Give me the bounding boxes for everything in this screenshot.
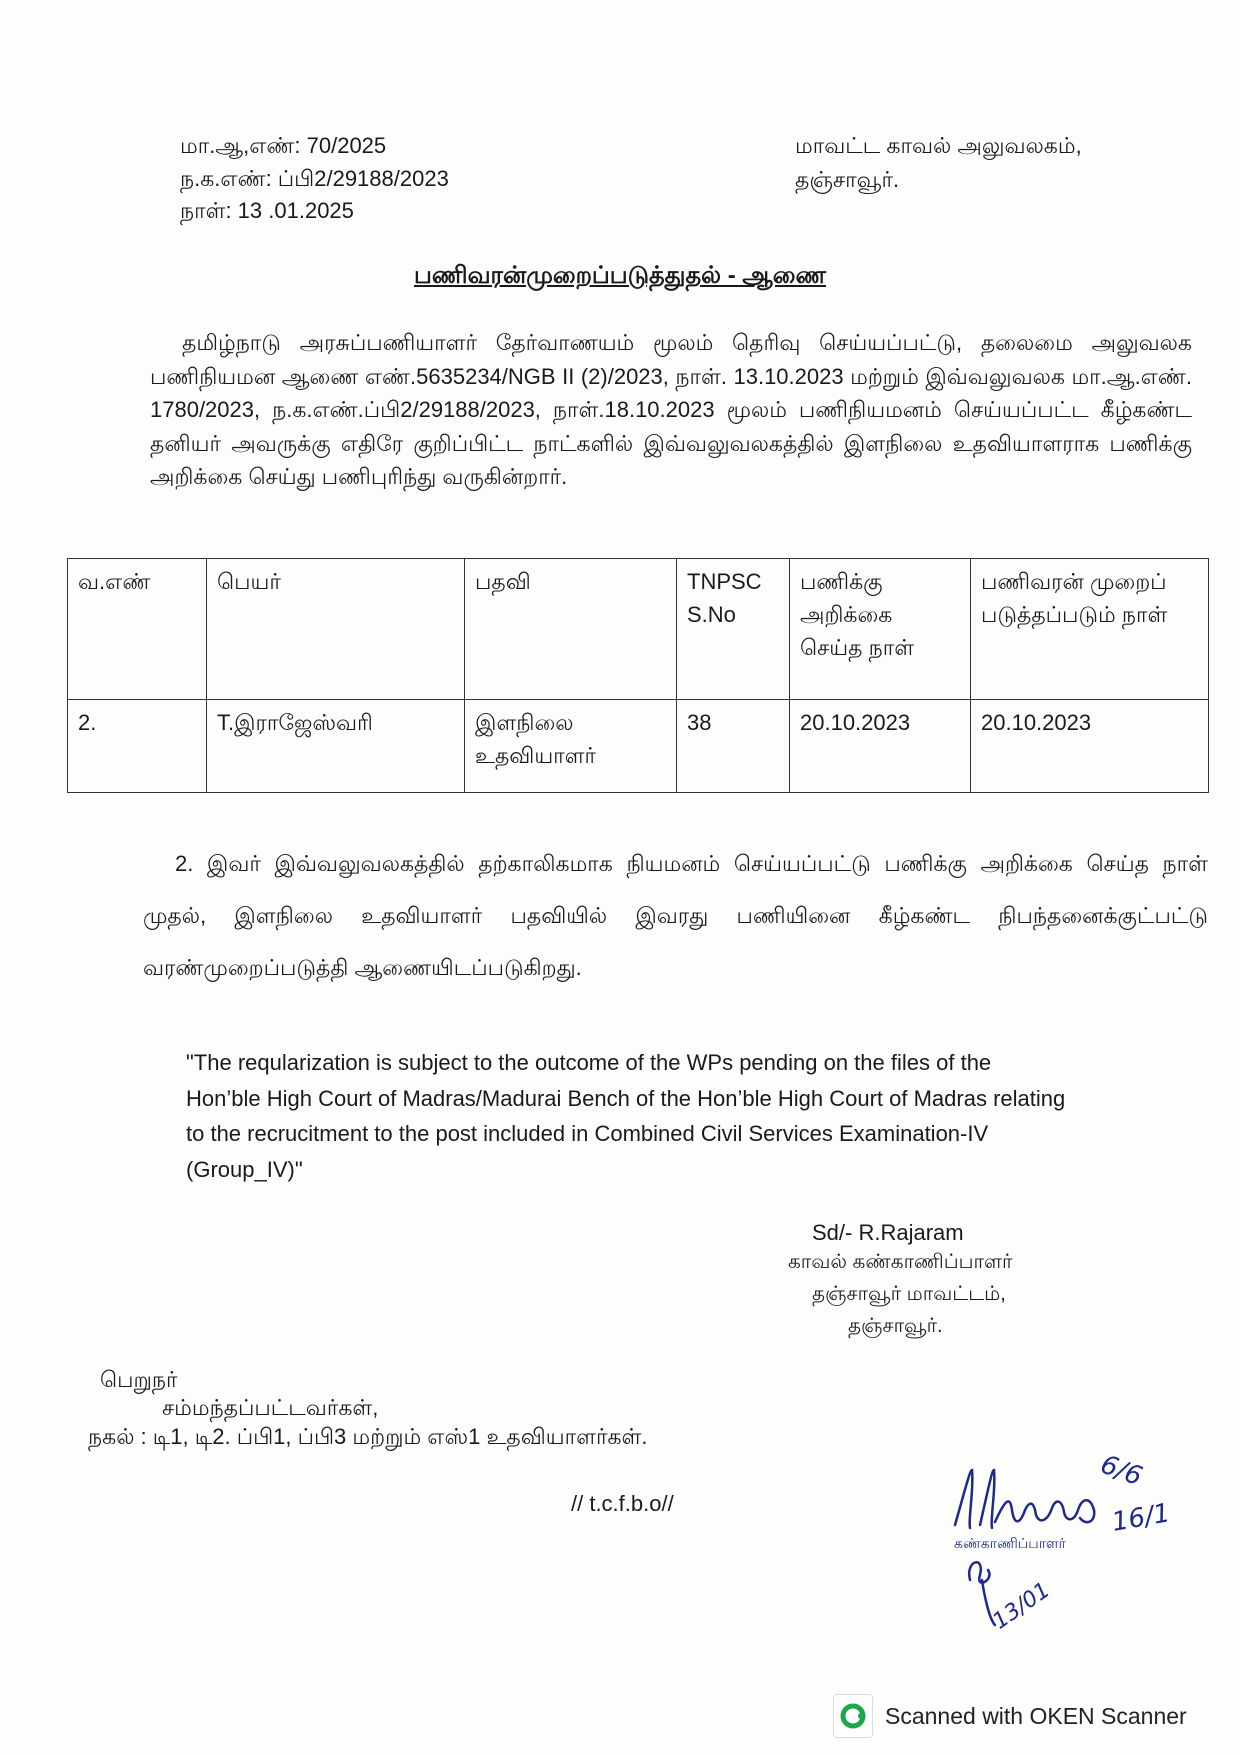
table-row bbox=[68, 700, 1209, 793]
oken-scanner-logo-icon bbox=[833, 1694, 873, 1738]
handwritten-note-3: 13/01 bbox=[988, 1577, 1055, 1635]
office-name: மாவட்ட காவல் அலுவலகம், bbox=[795, 133, 1082, 158]
cell-name: T.இராஜேஸ்வரி bbox=[207, 700, 465, 793]
recipient-label: பெறுநர் bbox=[100, 1367, 178, 1392]
col-name: பெயர் bbox=[207, 559, 465, 700]
paragraph-2-text: 2. இவர் இவ்வலுவலகத்தில் தற்காலிகமாக நியமனம் செய்யப்பட்டு பணிக்கு அறிக்கை செய்த நாள் முதல், இளநிலை உதவியாளர் பதவியில் இவரது பணியினை கீழ்கண்ட நிபந்தனைக்குட்பட்டு வரண்முறைப்படுத்தி ஆணையிடப்படுகிறது. bbox=[143, 851, 1208, 980]
condition-quote: "The reqularization is subject to the outcome of the WPs pending on the files of the Hon’ble High Court of Madras/Madurai Bench of the Hon’ble High Court of Madras relating to the recrucitment to the post included in Combined Civil Services Examination-IV (Group_IV)" bbox=[186, 1050, 1066, 1182]
recipient-to: சம்மந்தப்பட்டவர்கள், bbox=[162, 1395, 379, 1420]
paragraph-1-text: தமிழ்நாடு அரசுப்பணியாளர் தேர்வாணயம் மூலம் தெரிவு செய்யப்பட்டு, தலைமை அலுவலக பணிநியமன ஆணை எண்.5635234/NGB II (2)/2023, நாள். 13.10.2023 மற்றும் இவ்வலுவலக மா.ஆ.எண். 1780/2023, ந.க.எண்.ப்பி2/29188/2023, நாள்.18.10.2023 மூலம் பணிநியமனம் செய்யப்பட்ட கீழ்கண்ட தனியர் அவருக்கு எதிரே குறிப்பிட்ட நாட்களில் இவ்வலுவலகத்தில் இளநிலை உதவியாளராக பணிக்கு அறிக்கை செய்து பணிபுரிந்து வருகின்றார். bbox=[150, 330, 1192, 489]
title-text: பணிவரன்முறைப்படுத்துதல் - ஆணை bbox=[414, 262, 826, 289]
col-joining-date: பணிக்கு அறிக்கை செய்த நாள் bbox=[790, 559, 971, 700]
handwritten-signature-icon bbox=[940, 1430, 1230, 1650]
office-place: தஞ்சாவூர். bbox=[795, 167, 900, 192]
cell-tnpsc: 38 bbox=[677, 700, 790, 793]
scanner-badge bbox=[833, 1693, 1187, 1739]
cell-joining-date: 20.10.2023 bbox=[790, 700, 971, 793]
col-tnpsc: TNPSC S.No bbox=[677, 559, 790, 700]
col-serial: வ.எண் bbox=[68, 559, 207, 700]
file-number: ந.க.எண்: ப்பி2/29188/2023 bbox=[180, 166, 449, 191]
paragraph-2 bbox=[143, 838, 1208, 994]
cell-regularization-date: 20.10.2023 bbox=[971, 700, 1209, 793]
copy-to: நகல் : டி1, டி2. ப்பி1, ப்பி3 மற்றும் எஸ்1 உதவியாளர்கள். bbox=[88, 1424, 648, 1449]
scanner-badge-text: Scanned with OKEN Scanner bbox=[885, 1702, 1187, 1729]
stamp-text: கண்காணிப்பாளர் bbox=[954, 1536, 1066, 1552]
paragraph-1 bbox=[150, 326, 1192, 494]
handwritten-note-1: 6/6 bbox=[1096, 1449, 1147, 1493]
table-header-row bbox=[68, 559, 1209, 700]
col-regularization-date: பணிவரன் முறைப் படுத்தப்படும் நாள் bbox=[971, 559, 1209, 700]
employee-table bbox=[67, 558, 1209, 793]
cell-post: இளநிலை உதவியாளர் bbox=[465, 700, 677, 793]
cell-serial: 2. bbox=[68, 700, 207, 793]
order-number: மா.ஆ,எண்: 70/2025 bbox=[180, 133, 387, 158]
signatory-place: தஞ்சாவூர். bbox=[848, 1315, 943, 1337]
signatory-district: தஞ்சாவூர் மாவட்டம், bbox=[812, 1283, 1006, 1305]
signed-by: Sd/- R.Rajaram bbox=[812, 1220, 964, 1245]
signatory-designation: காவல் கண்காணிப்பாளர் bbox=[788, 1251, 1013, 1273]
handwritten-note-2: 16/1 bbox=[1109, 1498, 1173, 1538]
document-title bbox=[0, 262, 1240, 292]
col-post: பதவி bbox=[465, 559, 677, 700]
forwarding-note: // t.c.f.b.o// bbox=[571, 1491, 674, 1516]
order-date: நாள்: 13 .01.2025 bbox=[180, 198, 354, 223]
